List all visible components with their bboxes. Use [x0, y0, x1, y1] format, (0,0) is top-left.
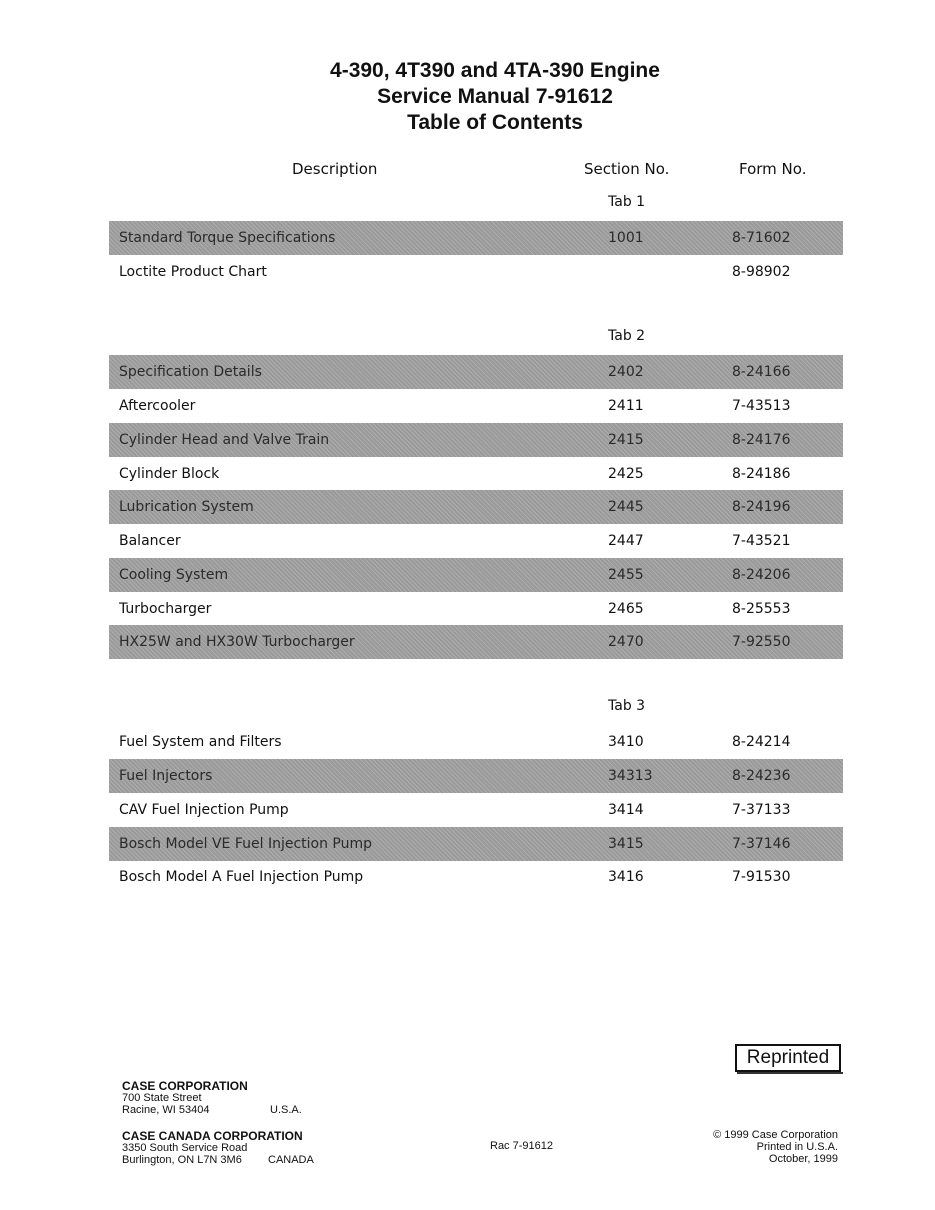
entry-form-number: 8-24166: [732, 364, 791, 380]
table-row: [109, 725, 843, 759]
company-name: CASE CORPORATION: [122, 1079, 248, 1093]
entry-description: Cylinder Block: [119, 466, 220, 482]
entry-form-number: 8-24214: [732, 734, 791, 750]
table-row: [109, 423, 843, 457]
country: CANADA: [268, 1154, 314, 1166]
city-line: [122, 1154, 314, 1166]
table-row: [109, 457, 843, 491]
address-case-canada: [122, 1129, 314, 1166]
entry-form-number: 7-91530: [732, 869, 791, 885]
entry-section-number: 34313: [608, 768, 653, 784]
city: Racine, WI 53404: [122, 1104, 210, 1116]
entry-description: Specification Details: [119, 364, 262, 380]
entry-section-number: 2411: [608, 398, 644, 414]
table-row: [109, 759, 843, 793]
entry-section-number: 2402: [608, 364, 644, 380]
date-line: October, 1999: [768, 1153, 838, 1165]
title-manual: Service Manual 7-91612: [377, 85, 613, 108]
entry-description: CAV Fuel Injection Pump: [119, 802, 289, 818]
entry-form-number: 8-24206: [732, 567, 791, 583]
street-address: 3350 South Service Road: [122, 1142, 248, 1154]
tab-label-3: Tab 3: [608, 698, 646, 714]
entry-form-number: 7-92550: [732, 634, 791, 650]
entry-description: Aftercooler: [119, 398, 196, 414]
entry-description: Standard Torque Specifications: [119, 230, 336, 246]
table-row: [109, 558, 843, 592]
entry-description: Fuel System and Filters: [119, 734, 282, 750]
country: U.S.A.: [270, 1104, 302, 1116]
table-row: [109, 860, 843, 894]
copyright-block: [713, 1129, 838, 1165]
entry-description: Fuel Injectors: [119, 768, 213, 784]
title-toc: Table of Contents: [407, 111, 583, 134]
entry-section-number: 1001: [608, 230, 644, 246]
copyright-line: © 1999 Case Corporation: [713, 1129, 838, 1141]
table-row: [109, 592, 843, 626]
entry-section-number: 2447: [608, 533, 644, 549]
street-address: 700 State Street: [122, 1092, 202, 1104]
table-row: [109, 221, 843, 255]
table-row: [109, 355, 843, 389]
column-header-section: Section No.: [584, 160, 670, 178]
entry-section-number: 3416: [608, 869, 644, 885]
entry-section-number: 3414: [608, 802, 644, 818]
entry-description: Cooling System: [119, 567, 229, 583]
entry-description: Cylinder Head and Valve Train: [119, 432, 330, 448]
city: Burlington, ON L7N 3M6: [122, 1154, 242, 1166]
entry-description: Loctite Product Chart: [119, 264, 267, 280]
entry-description: Balancer: [119, 533, 181, 549]
document-title: [0, 58, 935, 136]
entry-section-number: 3410: [608, 734, 644, 750]
table-row: [109, 490, 843, 524]
entry-section-number: 2455: [608, 567, 644, 583]
entry-description: Lubrication System: [119, 499, 254, 515]
entry-form-number: 8-24236: [732, 768, 791, 784]
tab-label-2: Tab 2: [608, 328, 646, 344]
entry-form-number: 8-24186: [732, 466, 791, 482]
column-header-form: Form No.: [739, 160, 807, 178]
entry-form-number: 8-24176: [732, 432, 791, 448]
entry-description: Turbocharger: [119, 601, 212, 617]
entry-form-number: 8-98902: [732, 264, 791, 280]
table-row: [109, 625, 843, 659]
entry-section-number: 2415: [608, 432, 644, 448]
table-row: [109, 524, 843, 558]
table-row: [109, 793, 843, 827]
entry-form-number: 8-25553: [732, 601, 791, 617]
entry-form-number: 8-24196: [732, 499, 791, 515]
entry-section-number: 2470: [608, 634, 644, 650]
entry-description: Bosch Model VE Fuel Injection Pump: [119, 836, 373, 852]
entry-form-number: 7-43513: [732, 398, 791, 414]
entry-description: HX25W and HX30W Turbocharger: [119, 634, 355, 650]
entry-form-number: 7-37146: [732, 836, 791, 852]
table-row: [109, 389, 843, 423]
entry-section-number: 2465: [608, 601, 644, 617]
company-name: CASE CANADA CORPORATION: [122, 1129, 303, 1143]
address-case-corporation: [122, 1079, 302, 1116]
tab-label-1: Tab 1: [608, 194, 646, 210]
entry-section-number: 2445: [608, 499, 644, 515]
title-engine: 4-390, 4T390 and 4TA-390 Engine: [330, 59, 660, 82]
table-row: [109, 827, 843, 861]
entry-section-number: 2425: [608, 466, 644, 482]
entry-description: Bosch Model A Fuel Injection Pump: [119, 869, 364, 885]
column-header-description: Description: [292, 160, 378, 178]
reprinted-stamp: Reprinted: [735, 1044, 841, 1072]
stamp-underline: [737, 1072, 843, 1074]
entry-form-number: 8-71602: [732, 230, 791, 246]
table-row: [109, 255, 843, 289]
form-code: Rac 7-91612: [490, 1140, 553, 1152]
entry-section-number: 3415: [608, 836, 644, 852]
entry-form-number: 7-37133: [732, 802, 791, 818]
entry-form-number: 7-43521: [732, 533, 791, 549]
city-line: [122, 1104, 302, 1116]
printed-in-line: Printed in U.S.A.: [756, 1141, 838, 1153]
